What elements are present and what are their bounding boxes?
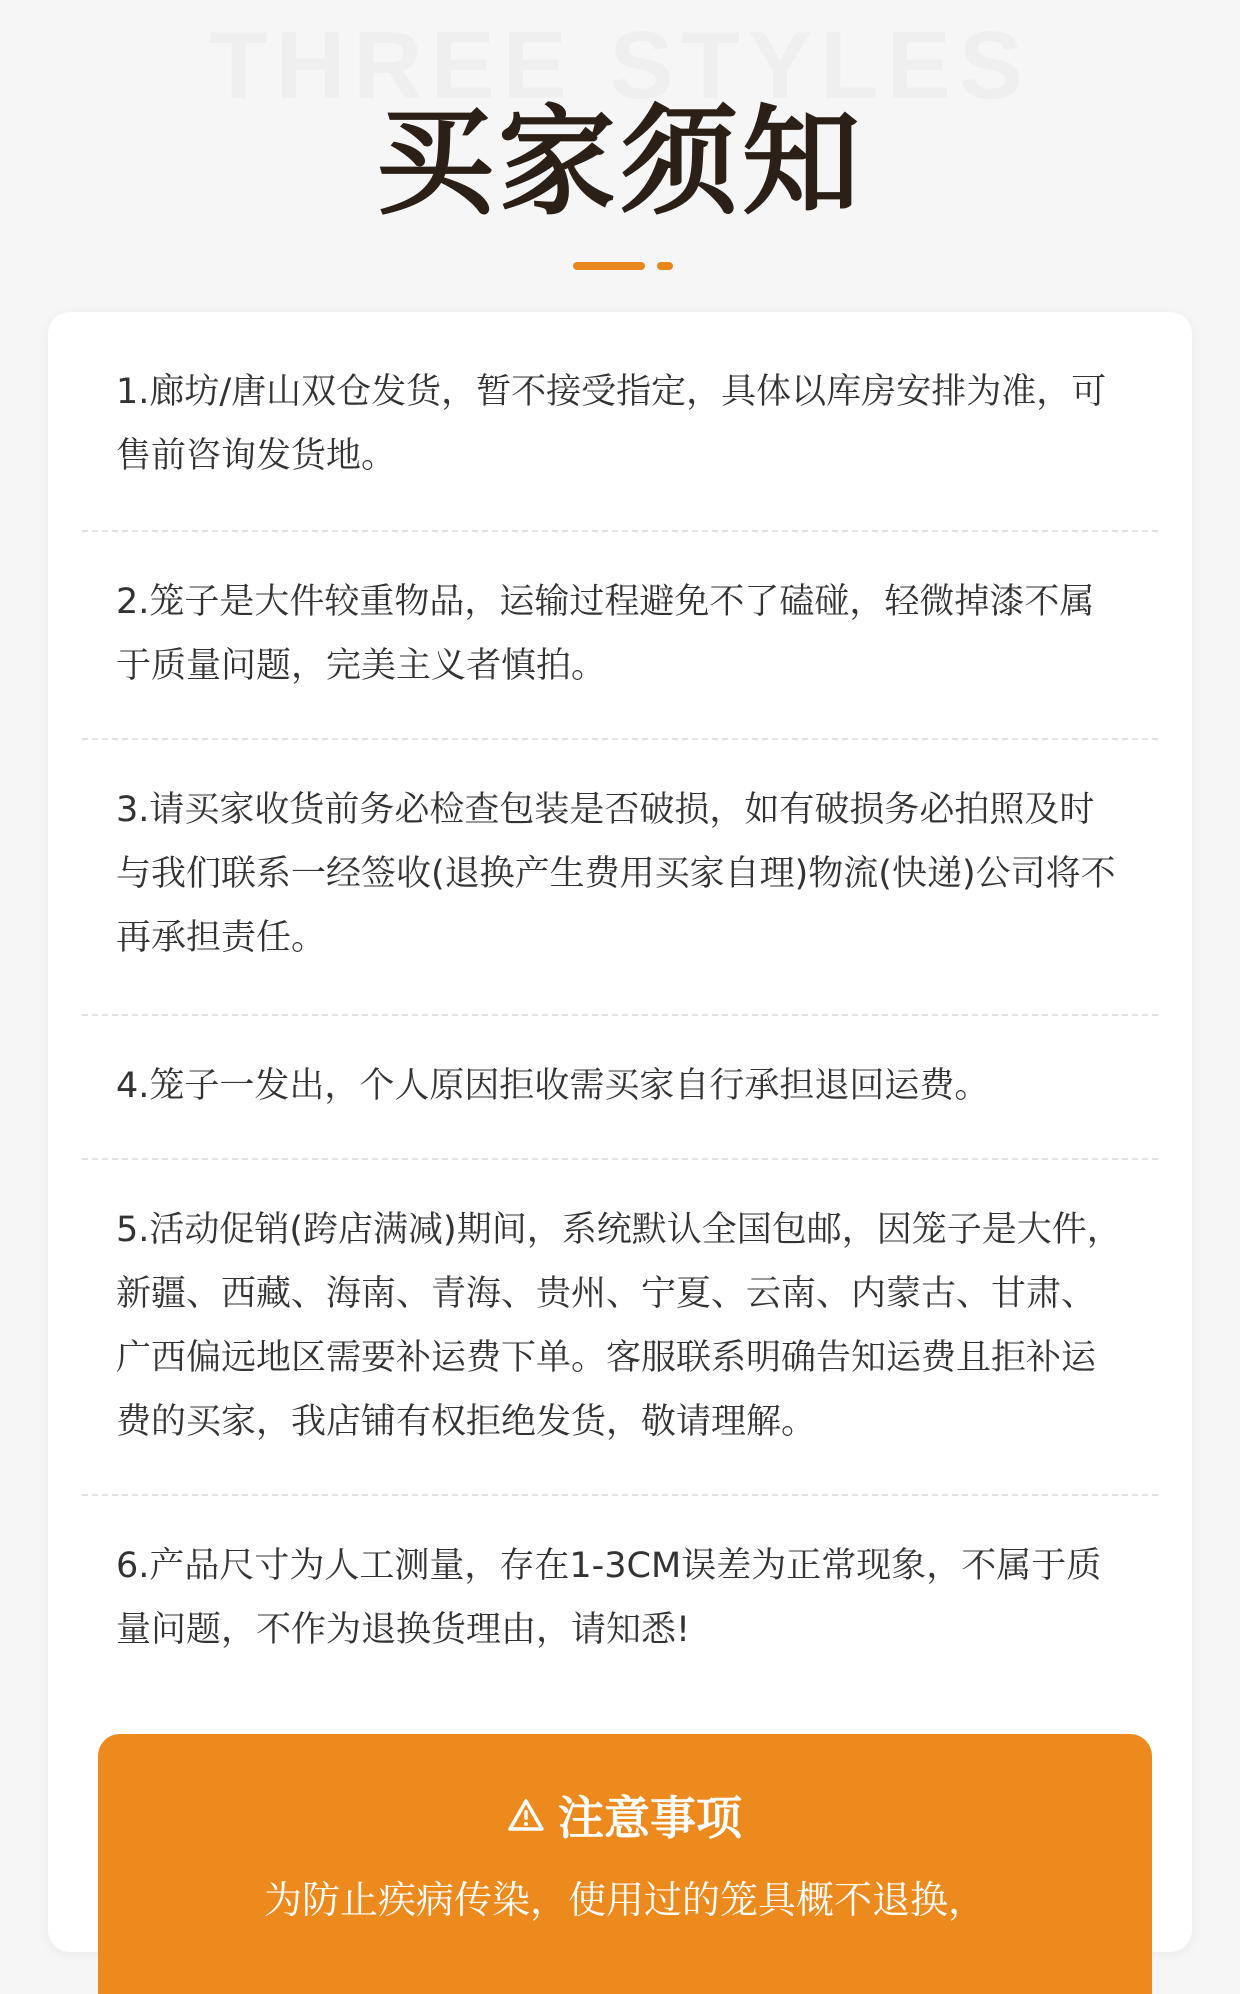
warning-panel bbox=[98, 1734, 1152, 1994]
notice-list bbox=[82, 360, 1158, 1676]
title-underline bbox=[573, 262, 673, 270]
warning-triangle-icon bbox=[508, 1798, 544, 1832]
notice-item-1: 1.廊坊/唐山双仓发货，暂不接受指定，具体以库房安排为准，可售前咨询发货地。 bbox=[82, 360, 1158, 532]
underline-bar-short bbox=[657, 262, 673, 270]
notice-card bbox=[48, 312, 1192, 1952]
warning-title: 注意事项 bbox=[558, 1791, 742, 1845]
notice-item-4: 4.笼子一发出，个人原因拒收需买家自行承担退回运费。 bbox=[82, 1016, 1158, 1160]
notice-item-3: 3.请买家收货前务必检查包装是否破损，如有破损务必拍照及时与我们联系一经签收(退换产生费用买家自理)物流(快递)公司将不再承担责任。 bbox=[82, 740, 1158, 1016]
notice-item-2: 2.笼子是大件较重物品，运输过程避免不了磕碰，轻微掉漆不属于质量问题，完美主义者慎拍。 bbox=[82, 532, 1158, 740]
notice-item-6: 6.产品尺寸为人工测量，存在1-3CM误差为正常现象，不属于质量问题，不作为退换货理由，请知悉! bbox=[116, 1546, 1102, 1650]
underline-bar-long bbox=[573, 262, 645, 270]
page-title: 买家须知 bbox=[375, 93, 864, 231]
warning-header bbox=[98, 1782, 1152, 1848]
warning-text: 为防止疾病传染，使用过的笼具概不退换， bbox=[263, 1878, 986, 1922]
notice-item-5: 5.活动促销(跨店满减)期间，系统默认全国包邮，因笼子是大件，新疆、西藏、海南、青海、贵州、宁夏、云南、内蒙古、甘肃、广西偏远地区需要补运费下单。客服联系明确告知运费且拒补运费的买家，我店铺有权拒绝发货，敬请理解。 bbox=[82, 1160, 1158, 1496]
watermark-text: THREE STYLES bbox=[209, 12, 1031, 119]
